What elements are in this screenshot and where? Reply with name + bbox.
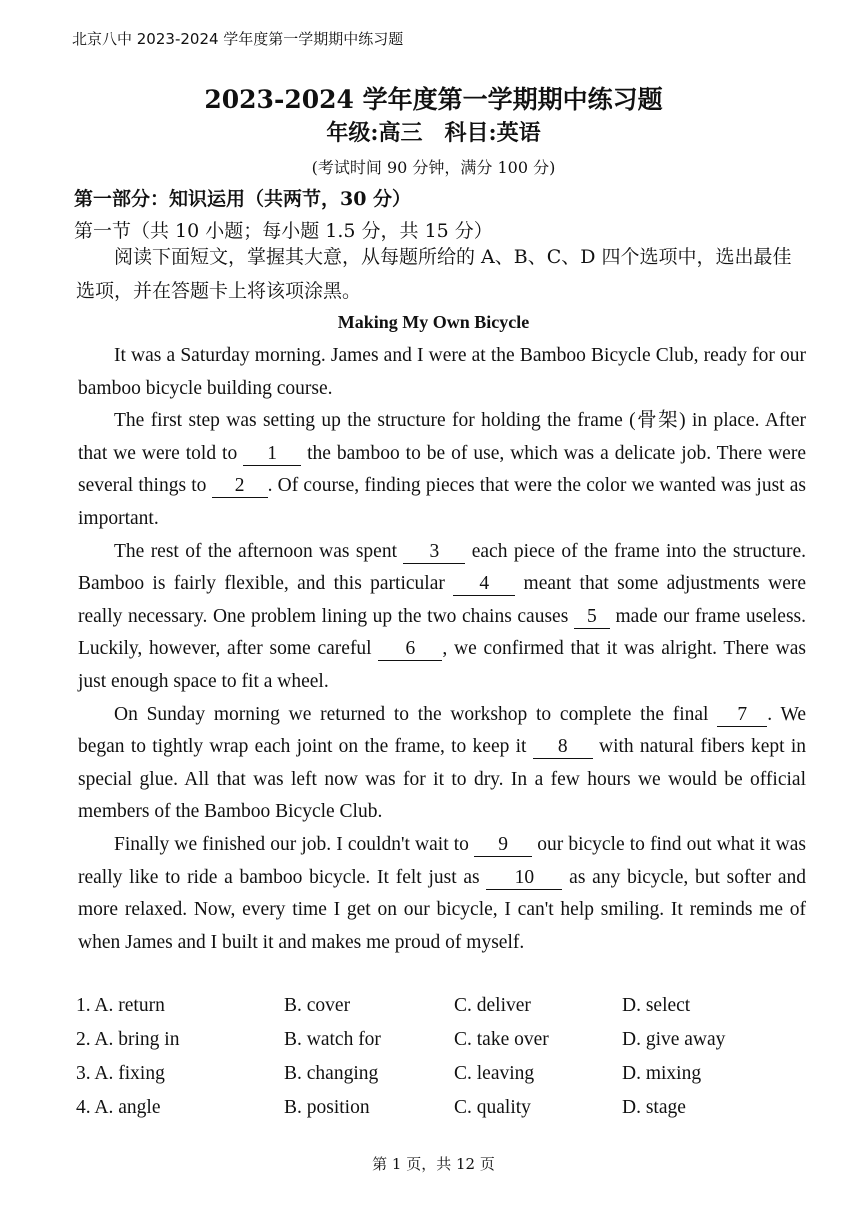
grade-subject: 年级:高三 科目:英语 xyxy=(326,120,541,146)
blank-3: 3 xyxy=(403,541,465,564)
paragraph-4: On Sunday morning we returned to the workshop to complete the final 7 . We began to tightly wrap each joint on the frame, to keep it 8 with natural fibers kept in special glue. All that was left now was for it to dry. In a few hours we would be official members of the Bamboo Bicycle Club. xyxy=(78,703,806,823)
option-d: D. stage xyxy=(622,1097,686,1118)
option-c: C. leaving xyxy=(454,1063,535,1084)
blank-9: 9 xyxy=(474,834,532,857)
option-d: D. mixing xyxy=(622,1063,702,1084)
option-a: 2. A. bring in xyxy=(76,1029,180,1050)
running-header: 北京八中 2023-2024 学年度第一学期期中练习题 xyxy=(72,30,404,48)
passage xyxy=(78,340,806,959)
option-a: 1. A. return xyxy=(76,995,165,1016)
question-4-options xyxy=(76,1097,816,1131)
instructions xyxy=(76,240,796,308)
blank-2: 2 xyxy=(212,475,268,498)
paragraph-5: Finally we finished our job. I couldn't wait to 9 our bicycle to find out what it was really like to ride a bamboo bicycle. It felt just as 10 as any bicycle, but softer and more relaxed. Now, every time I get on our bicycle, I can't help smiling. It reminds me of when James and I built it and makes me proud of myself. xyxy=(78,833,807,953)
blank-1: 1 xyxy=(243,443,301,466)
blank-6: 6 xyxy=(378,638,442,661)
option-b: B. changing xyxy=(284,1063,379,1084)
option-d: D. select xyxy=(622,995,691,1016)
option-b: B. position xyxy=(284,1097,370,1118)
blank-7: 7 xyxy=(717,704,767,727)
option-a: 4. A. angle xyxy=(76,1097,161,1118)
exam-title: 2023-2024 学年度第一学期期中练习题 xyxy=(204,85,663,114)
option-b: B. cover xyxy=(284,995,351,1016)
paragraph-2: The first step was setting up the structure for holding the frame (骨架) in place. After that we were told to 1 the bamboo to be of use, which was a delicate job. There were several things to 2 . Of course, finding pieces that were the color we wanted was just as important. xyxy=(78,410,806,529)
paragraph-1: It was a Saturday morning. James and I were at the Bamboo Bicycle Club, ready for our bamboo bicycle building course. xyxy=(78,345,806,399)
option-b: B. watch for xyxy=(284,1029,381,1050)
option-c: C. quality xyxy=(454,1097,531,1118)
blank-5: 5 xyxy=(574,606,610,629)
question-2-options xyxy=(76,1029,816,1063)
page-number: 第 1 页，共 12 页 xyxy=(372,1155,495,1173)
exam-info: (考试时间 90 分钟，满分 100 分) xyxy=(311,158,556,177)
blank-8: 8 xyxy=(533,736,593,759)
answer-options xyxy=(76,995,816,1131)
question-3-options xyxy=(76,1063,816,1097)
part-heading: 第一部分：知识运用（共两节，30 分） xyxy=(74,188,412,210)
passage-title: Making My Own Bicycle xyxy=(337,312,530,332)
section-heading: 第一节（共 10 小题；每小题 1.5 分，共 15 分） xyxy=(74,220,493,242)
instructions-text: 阅读下面短文，掌握其大意，从每题所给的 A、B、C、D 四个选项中，选出最佳选项，并在答题卡上将该项涂黑。 xyxy=(76,246,792,302)
option-a: 3. A. fixing xyxy=(76,1063,165,1084)
blank-10: 10 xyxy=(486,867,562,890)
question-1-options xyxy=(76,995,816,1029)
paragraph-3: The rest of the afternoon was spent 3 each piece of the frame into the structure. Bamboo is fairly flexible, and this particular 4 meant that some adjustments were really necessary. One problem lining up the two chains causes 5 made our frame useless. Luckily, however, after some careful 6 , we confirmed that it was alright. There was just enough space to fit a wheel. xyxy=(78,540,807,692)
option-d: D. give away xyxy=(622,1029,726,1050)
option-c: C. take over xyxy=(454,1029,549,1050)
blank-4: 4 xyxy=(453,573,515,596)
option-c: C. deliver xyxy=(454,995,531,1016)
